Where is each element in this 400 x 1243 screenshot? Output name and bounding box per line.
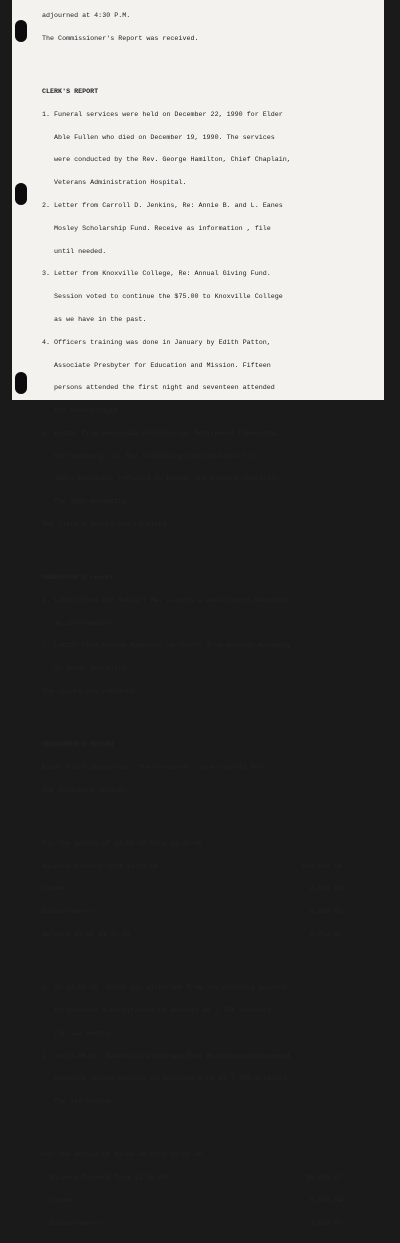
text-line: 2. Letter from George Magnuson on report from General Assembly <box>42 642 291 651</box>
text-line: 1. Letter from Pin Mahler: Re: 2-cents a meal report,Received <box>42 596 287 605</box>
text-line: to purchase a certificate of deposit at 7.70% interest <box>42 1006 271 1015</box>
ledger-label: Income <box>50 1196 75 1205</box>
text-line: 2. Letter from Carroll D. Jenkins, Re: Annie B. and L. Eanes <box>42 202 283 211</box>
period-title: For the period of 12-01-90 thru 12-31-90 <box>42 1151 203 1160</box>
text-line: the second night. <box>42 407 123 416</box>
ledger-label: Balance forward from 10-31-90 <box>42 862 159 871</box>
moderators-report-heading: MODERATOR'S report <box>42 574 115 583</box>
text-line: Elder Ralph Shepperson, the treasurer, gave reports for <box>42 763 263 772</box>
ledger-value: 6,782.07 <box>309 931 342 940</box>
text-line: were conducted by the Rev. George Hamilton, Chief Chaplain, <box>42 156 291 165</box>
ledger-row <box>42 1198 342 1206</box>
text-line: as we have in the past. <box>42 315 147 324</box>
document-page <box>12 0 384 1228</box>
text-line: persons attended the first night and seventeen attended <box>42 384 275 393</box>
text-line: 1. Funeral services were held on December 22, 1990 for Elder <box>42 110 283 119</box>
text-line: Veterans Administration Hospital. <box>42 179 187 188</box>
text-line: the following periods: <box>42 786 131 795</box>
ledger-label: Disbursements <box>42 908 95 917</box>
ledger-label: Balance as of 11-30-90 <box>42 931 131 940</box>
binder-hole <box>15 372 27 394</box>
clerks-report-heading: CLERK'S REPORT <box>42 88 99 97</box>
text-line: 5. Letter from Sunnyside Presbyterian Retirement Community, <box>42 429 279 438</box>
text-line: adjourned at 4:30 P.M. <box>42 12 131 21</box>
ledger-value: 6,386.93 <box>309 908 342 917</box>
text-line: Mosley Scholarship Fund. Receive as information , file <box>42 224 271 233</box>
text-line: for six months. <box>42 1029 115 1038</box>
text-line: Able Fullen who died on December 19, 1990. The services <box>42 133 275 142</box>
text-line: 4. Officers training was done in January by Edith Patton, <box>42 338 271 347</box>
text-line: Associate Presbyter for Education and Mission. Fifteen <box>42 361 271 370</box>
text-line: 1. On 11-05-90 $5000 was withdrawn from the checking account <box>42 984 287 993</box>
minutes-text <box>42 0 382 1243</box>
binder-hole <box>15 183 27 205</box>
text-line: until needed. <box>42 247 107 256</box>
text-line: 3. Letter from Knoxville College, Re: Annual Giving Fund. <box>42 270 271 279</box>
ledger-value: 5,679.84 <box>309 1196 342 1205</box>
text-line: for six months. <box>42 1098 115 1107</box>
ledger-row <box>42 886 342 894</box>
text-line: The Clerk's Report was received. <box>42 520 171 529</box>
binder-hole <box>15 20 27 42</box>
text-line: 1991. Received, referred to Budget and Finance Committee <box>42 475 279 484</box>
text-line: Session voted to continue the $75.00 to Knoxville College <box>42 293 283 302</box>
ledger-label: Disbursements <box>50 1219 103 1228</box>
ledger-row <box>42 1175 342 1183</box>
ledger-value: 2,561.66 <box>309 885 342 894</box>
text-line: as information. <box>42 619 115 628</box>
text-line: on Human Sexuality. <box>42 665 131 674</box>
ledger-row <box>42 864 342 872</box>
ledger-value: $6,782.07 <box>305 1174 342 1183</box>
ledger-row <box>42 909 342 917</box>
text-line: passbook saving account to purchase a CD at 7.70% interest <box>42 1075 287 1084</box>
ledger-value: 3,919.07 <box>309 1219 342 1228</box>
ledger-value: $10,607.34 <box>301 862 342 871</box>
period-title: For the period of 11-01-90 thru 11-30-90 <box>42 839 203 848</box>
text-line: The Commissioner's Report was received. <box>42 34 199 43</box>
ledger-label: Income <box>42 885 67 894</box>
text-line: for 1992 budgeting. <box>42 498 131 507</box>
ledger-label: Balance forward from 11-30-90 <box>50 1174 167 1183</box>
text-line: Harrisonburg, Va. Re: Soliciting contributions for <box>42 452 255 461</box>
ledger-row <box>42 1221 342 1229</box>
text-line: 2. On 11-05-90 $4000 was withdrawn from Maintenance/Equipment <box>42 1052 291 1061</box>
treasurers-report-heading: TREASURER'S REPORT <box>42 741 115 750</box>
ledger-row <box>42 932 342 940</box>
text-line: The report was received. <box>42 688 139 697</box>
